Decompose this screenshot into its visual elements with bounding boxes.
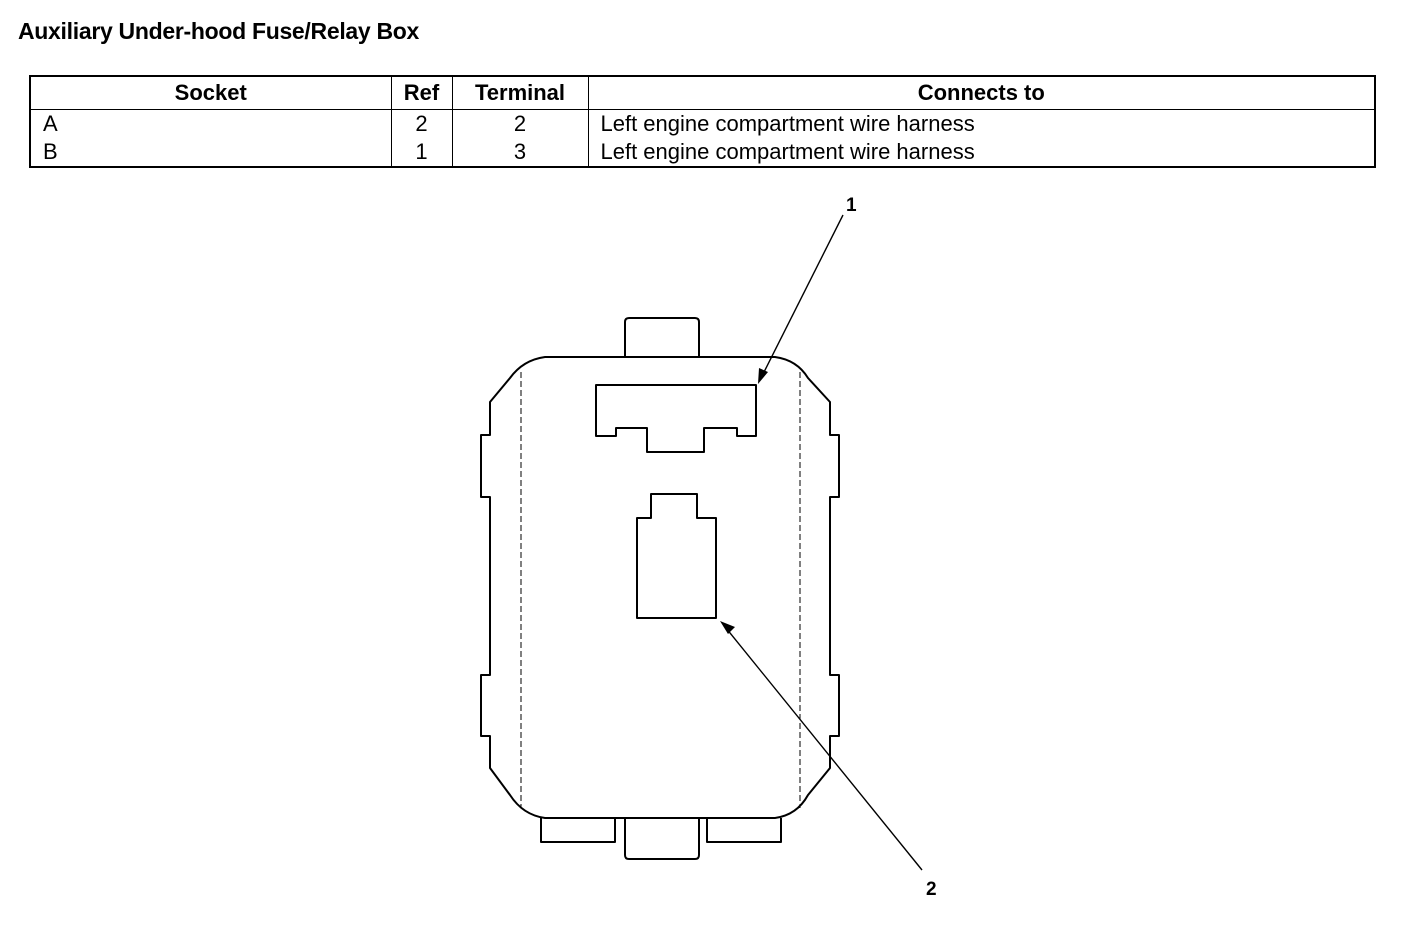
cell-ref: 2: [391, 110, 452, 139]
cell-socket: B: [30, 138, 391, 167]
cell-connects-to: Left engine compartment wire harness: [588, 110, 1375, 139]
housing-outline: [481, 357, 839, 818]
bottom-right-tab: [707, 818, 781, 842]
callout-2-label: 2: [926, 879, 937, 900]
upper-socket: [596, 385, 756, 452]
page-title: Auxiliary Under-hood Fuse/Relay Box: [18, 18, 420, 44]
callout-1-label: 1: [846, 195, 857, 216]
cell-terminal: 3: [452, 138, 588, 167]
cell-terminal: 2: [452, 110, 588, 139]
bottom-center-tab: [625, 818, 699, 859]
cell-connects-to: Left engine compartment wire harness: [588, 138, 1375, 167]
callout-1-leader: [761, 215, 843, 378]
cell-ref: 1: [391, 138, 452, 167]
column-header-socket: Socket: [30, 76, 391, 110]
column-header-terminal: Terminal: [452, 76, 588, 110]
column-header-connects-to: Connects to: [588, 76, 1375, 110]
bottom-left-tab: [541, 818, 615, 842]
callout-1-arrowhead: [758, 368, 768, 384]
cell-socket: A: [30, 110, 391, 139]
top-tab: [625, 318, 699, 357]
column-header-ref: Ref: [391, 76, 452, 110]
callout-2-leader: [726, 628, 922, 870]
callout-2-arrowhead: [720, 621, 735, 634]
lower-socket: [637, 494, 716, 618]
